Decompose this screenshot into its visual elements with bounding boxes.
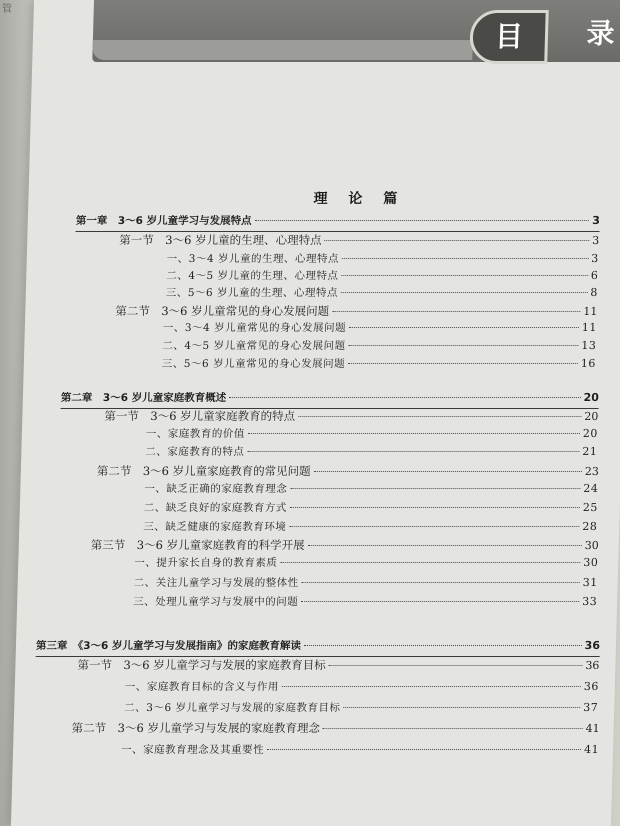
toc-chapter-row — [36, 638, 601, 656]
toc-page — [11, 0, 620, 826]
dot-leader — [349, 327, 579, 328]
dot-leader — [323, 728, 583, 729]
toc-section-row — [77, 657, 600, 675]
toc-entry-label: 第三章 《3～6 岁儿童学习与发展指南》的家庭教育解读 — [35, 640, 302, 652]
toc-page-number: 16 — [580, 357, 597, 370]
toc-item-row — [143, 519, 598, 537]
toc-entry-label: 一、3～4 岁儿童的生理、心理特点 — [166, 253, 340, 265]
toc-page-number: 6 — [590, 269, 599, 282]
toc-page-number: 3 — [592, 214, 601, 227]
spine-label: 管 — [2, 4, 12, 15]
dot-leader — [325, 240, 590, 241]
toc-chapter-row — [76, 213, 601, 231]
toc-entry-label: 二、关注儿童学习与发展的整体性 — [133, 577, 299, 589]
toc-entry-label: 三、处理儿童学习与发展中的问题 — [133, 596, 299, 608]
toc-entry-label: 第一节 3～6 岁儿童的生理、心理特点 — [119, 233, 322, 247]
toc-item-row — [144, 500, 599, 518]
dot-leader — [289, 526, 579, 527]
toc-section-row — [115, 303, 598, 321]
dot-leader — [341, 292, 587, 293]
dot-leader — [298, 416, 581, 417]
toc-entry-label: 二、家庭教育的特点 — [145, 446, 245, 458]
dot-leader — [255, 220, 590, 221]
toc-page-number: 11 — [583, 305, 598, 318]
toc-section-row — [104, 408, 599, 426]
toc-page-number: 41 — [585, 722, 600, 735]
dot-leader — [348, 363, 578, 364]
dot-leader — [301, 601, 579, 602]
dot-leader — [267, 749, 581, 750]
toc-entry-label: 第二节 3～6 岁儿童常见的身心发展问题 — [115, 304, 330, 318]
toc-page-number: 23 — [584, 465, 600, 478]
toc-item-row — [124, 700, 599, 718]
toc-item-row — [145, 444, 598, 462]
toc-item-row — [162, 356, 597, 374]
toc-page-number: 8 — [590, 286, 599, 299]
toc-page-number: 41 — [583, 743, 600, 756]
toc-chapter-row — [61, 390, 600, 408]
toc-page-number: 36 — [584, 639, 601, 652]
dot-leader — [341, 275, 587, 276]
toc-entry-label: 第三节 3～6 岁儿童家庭教育的科学开展 — [90, 538, 305, 552]
toc-page-number: 30 — [583, 556, 599, 569]
toc-entry-label: 一、家庭教育目标的含义与作用 — [124, 681, 279, 693]
toc-entry-label: 三、缺乏健康的家庭教育环境 — [143, 521, 287, 533]
toc-entry-label: 第一节 3～6 岁儿童学习与发展的家庭教育目标 — [77, 658, 326, 672]
toc-page-number: 37 — [583, 701, 599, 714]
toc-title-badge: 目 — [469, 10, 549, 64]
toc-entry-label: 第一章 3～6 岁儿童学习与发展特点 — [75, 215, 252, 227]
toc-page-number: 13 — [581, 339, 597, 352]
toc-item-row — [162, 338, 597, 356]
dot-leader — [314, 471, 582, 472]
toc-page-number: 20 — [582, 427, 599, 440]
toc-title-second-char: 录 — [586, 17, 616, 50]
toc-page-number: 21 — [582, 445, 598, 458]
part-title: 理 论 篇 — [313, 191, 406, 207]
dot-leader — [342, 258, 588, 259]
toc-entry-label: 一、缺乏正确的家庭教育理念 — [144, 483, 288, 495]
toc-entry-label: 二、4～5 岁儿童常见的身心发展问题 — [162, 340, 346, 352]
dot-leader — [290, 488, 580, 489]
toc-page-number: 36 — [583, 680, 600, 693]
toc-item-row — [125, 679, 600, 697]
toc-entry-label: 一、提升家长自身的教育素质 — [134, 557, 278, 569]
toc-item-row — [146, 426, 599, 444]
toc-page-number: 28 — [582, 520, 598, 533]
toc-page-number: 3 — [591, 252, 599, 265]
toc-entry-label: 第一节 3～6 岁儿童家庭教育的特点 — [104, 409, 296, 423]
toc-entry-label: 三、5～6 岁儿童常见的身心发展问题 — [161, 358, 346, 370]
toc-item-row — [144, 481, 599, 499]
toc-entry-label: 一、家庭教育理念及其重要性 — [120, 744, 265, 756]
toc-item-row — [163, 320, 598, 338]
toc-page-number: 36 — [585, 659, 600, 672]
toc-entry-label: 二、4～5 岁儿童的生理、心理特点 — [166, 270, 339, 282]
dot-leader — [290, 507, 580, 508]
toc-entry-label: 二、缺乏良好的家庭教育方式 — [143, 502, 287, 514]
dot-leader — [248, 433, 580, 434]
toc-page-number: 20 — [584, 410, 599, 423]
toc-entry-label: 一、3～4 岁儿童常见的身心发展问题 — [162, 322, 347, 334]
dot-leader — [282, 686, 581, 687]
toc-page-number: 33 — [582, 595, 598, 608]
toc-page-number: 3 — [592, 234, 600, 247]
dot-leader — [343, 707, 580, 708]
toc-page-number: 30 — [584, 539, 599, 552]
toc-page-number: 25 — [582, 501, 599, 514]
dot-leader — [349, 345, 579, 346]
toc-section-row — [97, 463, 600, 481]
toc-item-row — [166, 268, 599, 286]
toc-item-row — [133, 594, 598, 612]
dot-leader — [302, 582, 580, 583]
toc-item-row — [133, 575, 598, 593]
toc-section-row — [71, 720, 600, 738]
toc-page-number: 24 — [583, 482, 599, 495]
toc-entry-label: 第二节 3～6 岁儿童家庭教育的常见问题 — [96, 464, 311, 478]
toc-item-row — [166, 285, 599, 303]
dot-leader — [329, 665, 583, 666]
toc-entry-label: 三、5～6 岁儿童的生理、心理特点 — [165, 287, 339, 299]
toc-item-row — [166, 251, 599, 269]
toc-item-row — [134, 555, 599, 573]
dot-leader — [304, 645, 582, 646]
dot-leader — [229, 397, 580, 398]
dot-leader — [308, 545, 582, 546]
toc-entry-label: 一、家庭教育的价值 — [145, 428, 246, 440]
toc-section-row — [119, 232, 600, 250]
toc-item-row — [121, 742, 600, 760]
toc-page-number: 31 — [582, 576, 598, 589]
toc-entry-label: 第二章 3～6 岁儿童家庭教育概述 — [60, 392, 227, 404]
toc-page-number: 11 — [581, 321, 598, 334]
dot-leader — [332, 311, 580, 312]
header-strip — [92, 40, 473, 60]
dot-leader — [247, 451, 579, 452]
toc-page-number: 20 — [583, 391, 600, 404]
toc-section-row — [90, 537, 599, 555]
toc-entry-label: 二、3～6 岁儿童学习与发展的家庭教育目标 — [124, 702, 341, 714]
toc-entry-label: 第二节 3～6 岁儿童学习与发展的家庭教育理念 — [71, 721, 321, 735]
dot-leader — [280, 562, 580, 563]
